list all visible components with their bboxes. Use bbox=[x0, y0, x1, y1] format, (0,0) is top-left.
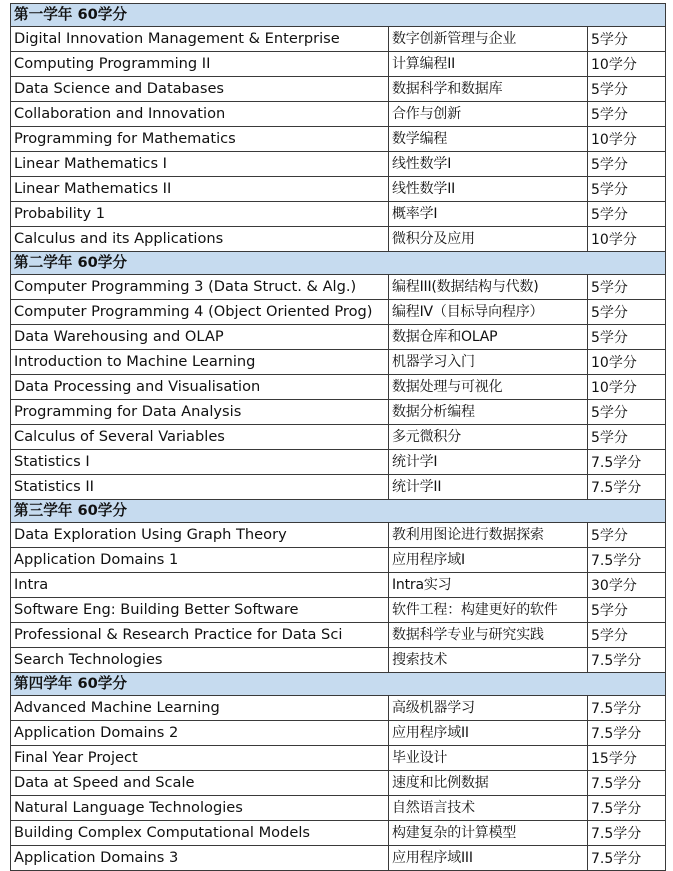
course-credits: 7.5学分 bbox=[588, 796, 666, 821]
course-name-cn: 线性数学II bbox=[389, 177, 588, 202]
year-title: 第三学年 60学分 bbox=[11, 500, 666, 523]
course-name-cn: 数据处理与可视化 bbox=[389, 375, 588, 400]
course-name-en: Calculus and its Applications bbox=[11, 227, 389, 252]
course-credits: 10学分 bbox=[588, 52, 666, 77]
course-row bbox=[11, 350, 666, 375]
course-credits: 7.5学分 bbox=[588, 696, 666, 721]
course-credits: 10学分 bbox=[588, 375, 666, 400]
course-row bbox=[11, 475, 666, 500]
course-row bbox=[11, 202, 666, 227]
course-name-en: Computer Programming 4 (Object Oriented Prog) bbox=[11, 300, 389, 325]
course-row bbox=[11, 77, 666, 102]
course-credits: 5学分 bbox=[588, 27, 666, 52]
course-name-en: Linear Mathematics I bbox=[11, 152, 389, 177]
course-row bbox=[11, 27, 666, 52]
course-name-cn: 搜索技术 bbox=[389, 648, 588, 673]
course-credits: 7.5学分 bbox=[588, 548, 666, 573]
course-name-en: Probability 1 bbox=[11, 202, 389, 227]
course-credits: 5学分 bbox=[588, 623, 666, 648]
year-header-row bbox=[11, 4, 666, 27]
course-name-cn: 应用程序域II bbox=[389, 721, 588, 746]
course-row bbox=[11, 152, 666, 177]
course-name-en: Data Processing and Visualisation bbox=[11, 375, 389, 400]
course-credits: 5学分 bbox=[588, 275, 666, 300]
course-row bbox=[11, 721, 666, 746]
year-title: 第一学年 60学分 bbox=[11, 4, 666, 27]
course-name-cn: 概率学I bbox=[389, 202, 588, 227]
course-name-en: Software Eng: Building Better Software bbox=[11, 598, 389, 623]
course-name-en: Collaboration and Innovation bbox=[11, 102, 389, 127]
course-row bbox=[11, 227, 666, 252]
course-name-en: Computing Programming II bbox=[11, 52, 389, 77]
course-name-cn: 统计学I bbox=[389, 450, 588, 475]
course-row bbox=[11, 102, 666, 127]
course-credits: 7.5学分 bbox=[588, 648, 666, 673]
course-row bbox=[11, 846, 666, 871]
course-credits: 5学分 bbox=[588, 152, 666, 177]
course-row bbox=[11, 425, 666, 450]
course-name-cn: 编程IV（目标导向程序） bbox=[389, 300, 588, 325]
course-row bbox=[11, 796, 666, 821]
course-credits: 10学分 bbox=[588, 350, 666, 375]
course-row bbox=[11, 548, 666, 573]
course-row bbox=[11, 450, 666, 475]
course-name-en: Data Exploration Using Graph Theory bbox=[11, 523, 389, 548]
course-credits: 5学分 bbox=[588, 77, 666, 102]
course-credits: 5学分 bbox=[588, 598, 666, 623]
course-credits: 5学分 bbox=[588, 523, 666, 548]
course-name-cn: 应用程序域I bbox=[389, 548, 588, 573]
course-name-en: Application Domains 3 bbox=[11, 846, 389, 871]
course-name-cn: 数据分析编程 bbox=[389, 400, 588, 425]
course-name-cn: 教利用图论进行数据探索 bbox=[389, 523, 588, 548]
course-credits: 7.5学分 bbox=[588, 450, 666, 475]
course-row bbox=[11, 623, 666, 648]
course-credits: 5学分 bbox=[588, 300, 666, 325]
course-row bbox=[11, 325, 666, 350]
course-row bbox=[11, 746, 666, 771]
course-name-en: Search Technologies bbox=[11, 648, 389, 673]
course-name-en: Data Warehousing and OLAP bbox=[11, 325, 389, 350]
course-credits: 5学分 bbox=[588, 425, 666, 450]
course-name-en: Intra bbox=[11, 573, 389, 598]
course-name-en: Computer Programming 3 (Data Struct. & Alg.) bbox=[11, 275, 389, 300]
course-row bbox=[11, 771, 666, 796]
course-row bbox=[11, 573, 666, 598]
course-credits: 7.5学分 bbox=[588, 821, 666, 846]
course-name-cn: 数据科学和数据库 bbox=[389, 77, 588, 102]
course-row bbox=[11, 375, 666, 400]
course-name-cn: 编程III(数据结构与代数) bbox=[389, 275, 588, 300]
course-row bbox=[11, 52, 666, 77]
curriculum-table bbox=[10, 3, 666, 871]
course-name-en: Application Domains 2 bbox=[11, 721, 389, 746]
course-credits: 7.5学分 bbox=[588, 721, 666, 746]
course-row bbox=[11, 523, 666, 548]
course-name-cn: 统计学II bbox=[389, 475, 588, 500]
course-name-cn: 数学编程 bbox=[389, 127, 588, 152]
course-credits: 10学分 bbox=[588, 227, 666, 252]
course-name-en: Statistics II bbox=[11, 475, 389, 500]
year-header-row bbox=[11, 500, 666, 523]
course-name-en: Data Science and Databases bbox=[11, 77, 389, 102]
course-name-cn: Intra实习 bbox=[389, 573, 588, 598]
course-credits: 15学分 bbox=[588, 746, 666, 771]
course-name-cn: 高级机器学习 bbox=[389, 696, 588, 721]
course-row bbox=[11, 400, 666, 425]
course-name-en: Professional & Research Practice for Data Sci bbox=[11, 623, 389, 648]
course-name-cn: 构建复杂的计算模型 bbox=[389, 821, 588, 846]
course-name-cn: 计算编程II bbox=[389, 52, 588, 77]
course-name-cn: 数据科学专业与研究实践 bbox=[389, 623, 588, 648]
course-name-cn: 自然语言技术 bbox=[389, 796, 588, 821]
course-name-en: Calculus of Several Variables bbox=[11, 425, 389, 450]
course-name-en: Advanced Machine Learning bbox=[11, 696, 389, 721]
course-name-en: Natural Language Technologies bbox=[11, 796, 389, 821]
course-name-en: Application Domains 1 bbox=[11, 548, 389, 573]
course-row bbox=[11, 598, 666, 623]
course-name-cn: 多元微积分 bbox=[389, 425, 588, 450]
course-name-en: Statistics I bbox=[11, 450, 389, 475]
course-credits: 5学分 bbox=[588, 202, 666, 227]
course-name-cn: 数字创新管理与企业 bbox=[389, 27, 588, 52]
course-credits: 5学分 bbox=[588, 400, 666, 425]
course-name-cn: 毕业设计 bbox=[389, 746, 588, 771]
course-row bbox=[11, 696, 666, 721]
course-row bbox=[11, 275, 666, 300]
year-title: 第二学年 60学分 bbox=[11, 252, 666, 275]
course-name-cn: 线性数学I bbox=[389, 152, 588, 177]
course-credits: 5学分 bbox=[588, 177, 666, 202]
course-name-cn: 数据仓库和OLAP bbox=[389, 325, 588, 350]
course-row bbox=[11, 821, 666, 846]
course-credits: 5学分 bbox=[588, 102, 666, 127]
course-name-en: Linear Mathematics II bbox=[11, 177, 389, 202]
course-row bbox=[11, 177, 666, 202]
course-row bbox=[11, 127, 666, 152]
course-name-en: Digital Innovation Management & Enterprise bbox=[11, 27, 389, 52]
course-name-en: Programming for Mathematics bbox=[11, 127, 389, 152]
course-credits: 30学分 bbox=[588, 573, 666, 598]
course-row bbox=[11, 648, 666, 673]
course-name-en: Building Complex Computational Models bbox=[11, 821, 389, 846]
course-credits: 7.5学分 bbox=[588, 846, 666, 871]
year-header-row bbox=[11, 673, 666, 696]
course-name-en: Final Year Project bbox=[11, 746, 389, 771]
year-title: 第四学年 60学分 bbox=[11, 673, 666, 696]
course-name-cn: 微积分及应用 bbox=[389, 227, 588, 252]
curriculum-body bbox=[11, 4, 666, 871]
course-name-en: Data at Speed and Scale bbox=[11, 771, 389, 796]
course-row bbox=[11, 300, 666, 325]
course-name-cn: 合作与创新 bbox=[389, 102, 588, 127]
course-credits: 5学分 bbox=[588, 325, 666, 350]
course-name-cn: 机器学习入门 bbox=[389, 350, 588, 375]
course-name-cn: 应用程序域III bbox=[389, 846, 588, 871]
course-credits: 10学分 bbox=[588, 127, 666, 152]
year-header-row bbox=[11, 252, 666, 275]
course-name-cn: 软件工程：构建更好的软件 bbox=[389, 598, 588, 623]
course-name-en: Programming for Data Analysis bbox=[11, 400, 389, 425]
course-name-cn: 速度和比例数据 bbox=[389, 771, 588, 796]
course-name-en: Introduction to Machine Learning bbox=[11, 350, 389, 375]
course-credits: 7.5学分 bbox=[588, 475, 666, 500]
course-credits: 7.5学分 bbox=[588, 771, 666, 796]
